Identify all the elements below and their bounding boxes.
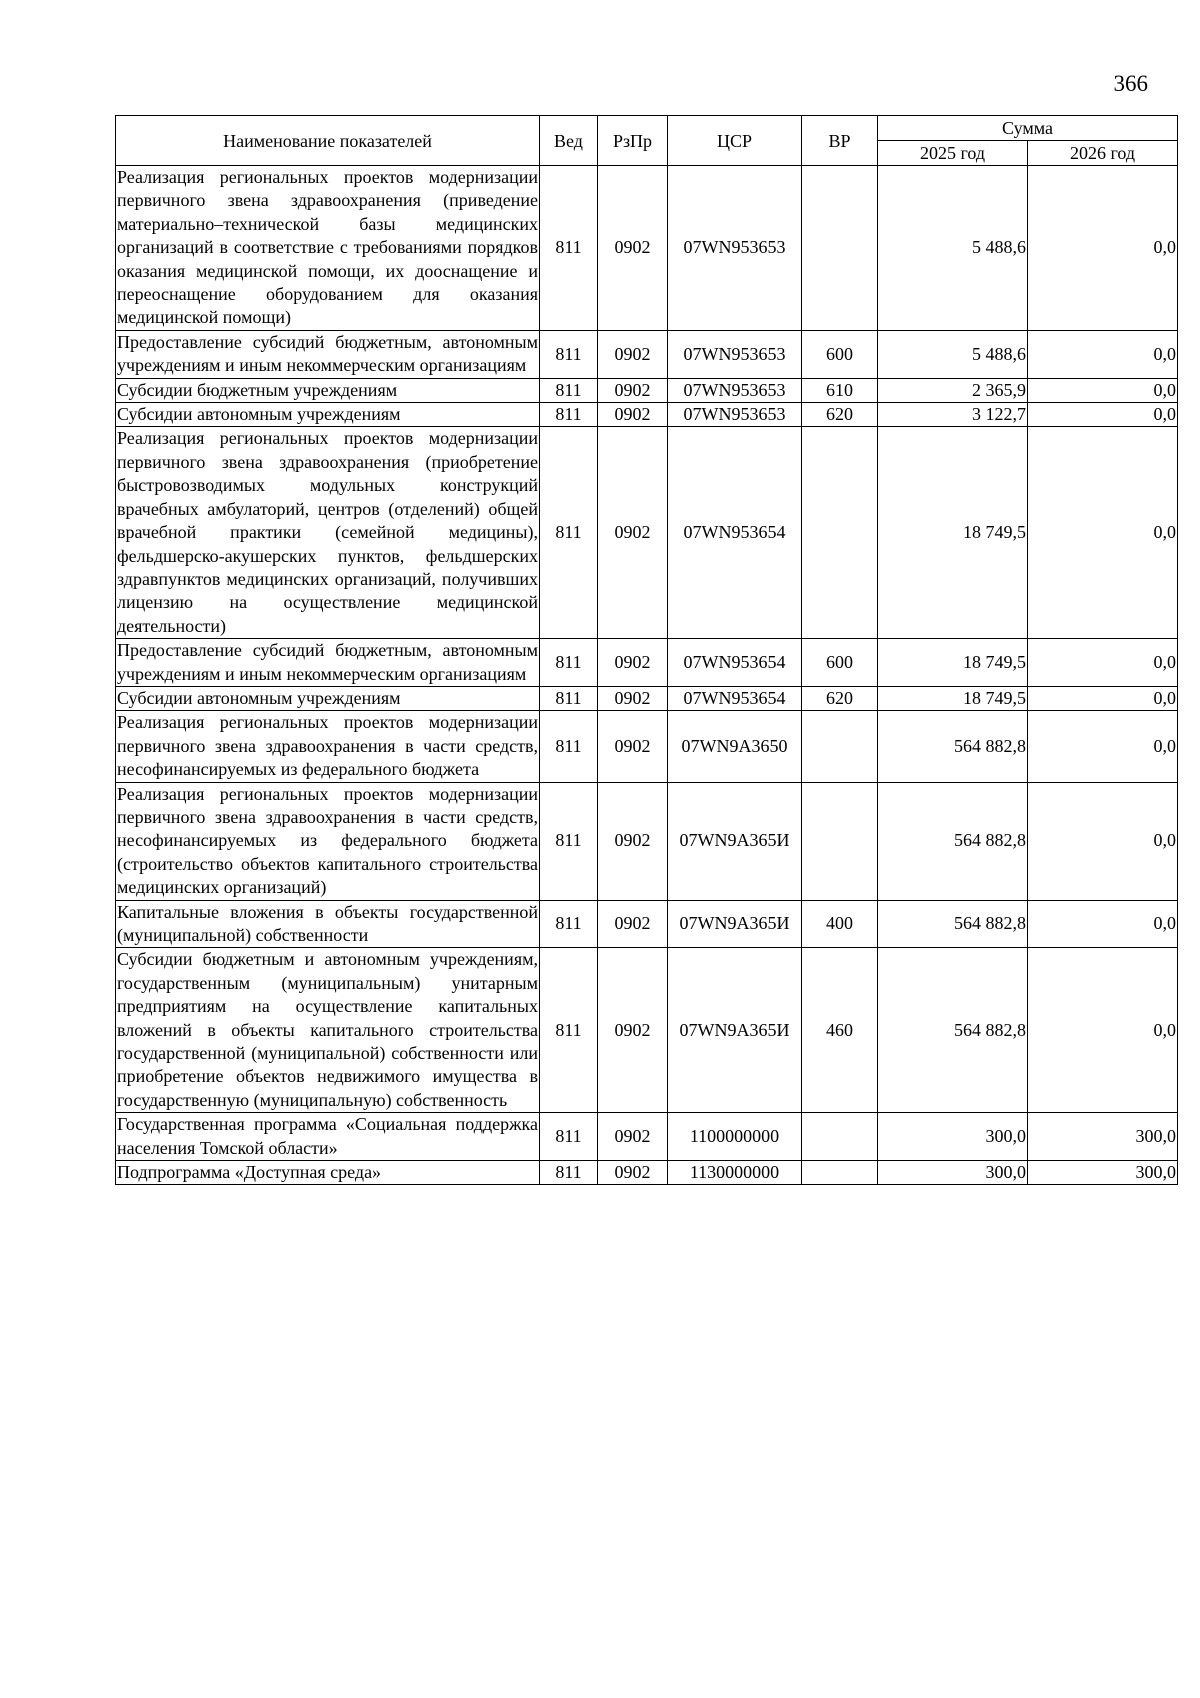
row-vr bbox=[802, 782, 878, 900]
row-vr: 610 bbox=[802, 378, 878, 402]
row-sum-2025: 300,0 bbox=[878, 1113, 1028, 1161]
row-vr bbox=[802, 427, 878, 639]
row-sum-2026: 0,0 bbox=[1028, 900, 1178, 948]
row-sum-2026: 0,0 bbox=[1028, 427, 1178, 639]
row-rzpr: 0902 bbox=[598, 1113, 668, 1161]
row-sum-2025: 564 882,8 bbox=[878, 948, 1028, 1113]
row-csr: 1100000000 bbox=[668, 1113, 802, 1161]
row-ved: 811 bbox=[540, 1161, 598, 1185]
row-ved: 811 bbox=[540, 378, 598, 402]
table-row bbox=[116, 639, 1178, 687]
row-name: Подпрограмма «Доступная среда» bbox=[116, 1161, 540, 1185]
row-sum-2025: 3 122,7 bbox=[878, 403, 1028, 427]
table-row bbox=[116, 378, 1178, 402]
header-year-2026: 2026 год bbox=[1028, 141, 1178, 166]
row-csr: 07WN9A365И bbox=[668, 900, 802, 948]
row-name: Реализация региональных проектов модернизации первичного звена здравоохранения в части средств, несофинансируемых из федерального бюджета (строительство объектов капитального строительства медицинских организаций) bbox=[116, 782, 540, 900]
row-rzpr: 0902 bbox=[598, 403, 668, 427]
row-sum-2026: 300,0 bbox=[1028, 1113, 1178, 1161]
row-csr: 07WN9A3650 bbox=[668, 711, 802, 782]
row-rzpr: 0902 bbox=[598, 782, 668, 900]
row-ved: 811 bbox=[540, 166, 598, 331]
row-csr: 07WN953653 bbox=[668, 403, 802, 427]
budget-table bbox=[115, 115, 1178, 1185]
row-vr: 600 bbox=[802, 330, 878, 378]
row-vr bbox=[802, 1161, 878, 1185]
header-csr: ЦСР bbox=[668, 116, 802, 166]
table-row bbox=[116, 427, 1178, 639]
table-row bbox=[116, 900, 1178, 948]
row-vr bbox=[802, 166, 878, 331]
header-rzpr: РзПр bbox=[598, 116, 668, 166]
header-name: Наименование показателей bbox=[116, 116, 540, 166]
row-sum-2026: 0,0 bbox=[1028, 948, 1178, 1113]
row-vr: 400 bbox=[802, 900, 878, 948]
row-vr: 460 bbox=[802, 948, 878, 1113]
row-sum-2025: 5 488,6 bbox=[878, 330, 1028, 378]
row-ved: 811 bbox=[540, 639, 598, 687]
header-sum: Сумма bbox=[878, 116, 1178, 141]
row-sum-2025: 5 488,6 bbox=[878, 166, 1028, 331]
table-row bbox=[116, 1161, 1178, 1185]
row-name: Реализация региональных проектов модернизации первичного звена здравоохранения в части средств, несофинансируемых из федерального бюджета bbox=[116, 711, 540, 782]
row-sum-2025: 564 882,8 bbox=[878, 711, 1028, 782]
row-sum-2025: 564 882,8 bbox=[878, 782, 1028, 900]
row-name: Реализация региональных проектов модернизации первичного звена здравоохранения (приведение материально–технической базы медицинских организаций в соответствие с требованиями порядков оказания медицинской помощи, их дооснащение и переоснащение оборудованием для оказания медицинской помощи) bbox=[116, 166, 540, 331]
row-sum-2026: 0,0 bbox=[1028, 403, 1178, 427]
row-vr: 600 bbox=[802, 639, 878, 687]
row-name: Предоставление субсидий бюджетным, автономным учреждениям и иным некоммерческим организациям bbox=[116, 639, 540, 687]
row-csr: 07WN953653 bbox=[668, 166, 802, 331]
row-vr: 620 bbox=[802, 686, 878, 710]
row-rzpr: 0902 bbox=[598, 166, 668, 331]
row-sum-2025: 300,0 bbox=[878, 1161, 1028, 1185]
row-vr bbox=[802, 1113, 878, 1161]
row-sum-2026: 0,0 bbox=[1028, 378, 1178, 402]
row-csr: 1130000000 bbox=[668, 1161, 802, 1185]
row-sum-2026: 0,0 bbox=[1028, 639, 1178, 687]
row-rzpr: 0902 bbox=[598, 948, 668, 1113]
row-sum-2025: 2 365,9 bbox=[878, 378, 1028, 402]
header-row-1 bbox=[116, 116, 1178, 141]
row-sum-2025: 18 749,5 bbox=[878, 639, 1028, 687]
row-csr: 07WN9A365И bbox=[668, 782, 802, 900]
header-ved: Вед bbox=[540, 116, 598, 166]
row-csr: 07WN953653 bbox=[668, 330, 802, 378]
row-rzpr: 0902 bbox=[598, 378, 668, 402]
header-year-2025: 2025 год bbox=[878, 141, 1028, 166]
row-ved: 811 bbox=[540, 948, 598, 1113]
table-body bbox=[116, 166, 1178, 1185]
table-row bbox=[116, 1113, 1178, 1161]
table-row bbox=[116, 782, 1178, 900]
page-number: 366 bbox=[1113, 71, 1148, 96]
row-sum-2026: 0,0 bbox=[1028, 686, 1178, 710]
row-sum-2026: 0,0 bbox=[1028, 166, 1178, 331]
row-sum-2025: 18 749,5 bbox=[878, 427, 1028, 639]
row-ved: 811 bbox=[540, 711, 598, 782]
row-name: Государственная программа «Социальная поддержка населения Томской области» bbox=[116, 1113, 540, 1161]
row-vr: 620 bbox=[802, 403, 878, 427]
table-row bbox=[116, 330, 1178, 378]
row-rzpr: 0902 bbox=[598, 639, 668, 687]
row-sum-2026: 300,0 bbox=[1028, 1161, 1178, 1185]
row-csr: 07WN953654 bbox=[668, 427, 802, 639]
row-vr bbox=[802, 711, 878, 782]
row-rzpr: 0902 bbox=[598, 900, 668, 948]
row-sum-2025: 18 749,5 bbox=[878, 686, 1028, 710]
table-row bbox=[116, 711, 1178, 782]
row-ved: 811 bbox=[540, 330, 598, 378]
row-name: Субсидии автономным учреждениям bbox=[116, 686, 540, 710]
table-row bbox=[116, 686, 1178, 710]
row-rzpr: 0902 bbox=[598, 686, 668, 710]
row-name: Субсидии автономным учреждениям bbox=[116, 403, 540, 427]
row-sum-2026: 0,0 bbox=[1028, 782, 1178, 900]
table-row bbox=[116, 403, 1178, 427]
row-csr: 07WN953654 bbox=[668, 639, 802, 687]
table-row bbox=[116, 948, 1178, 1113]
row-name: Субсидии бюджетным учреждениям bbox=[116, 378, 540, 402]
row-name: Предоставление субсидий бюджетным, автономным учреждениям и иным некоммерческим организациям bbox=[116, 330, 540, 378]
row-rzpr: 0902 bbox=[598, 1161, 668, 1185]
row-sum-2026: 0,0 bbox=[1028, 330, 1178, 378]
row-rzpr: 0902 bbox=[598, 427, 668, 639]
row-ved: 811 bbox=[540, 1113, 598, 1161]
row-ved: 811 bbox=[540, 403, 598, 427]
row-ved: 811 bbox=[540, 782, 598, 900]
row-sum-2026: 0,0 bbox=[1028, 711, 1178, 782]
row-ved: 811 bbox=[540, 900, 598, 948]
row-sum-2025: 564 882,8 bbox=[878, 900, 1028, 948]
row-ved: 811 bbox=[540, 686, 598, 710]
header-vr: ВР bbox=[802, 116, 878, 166]
row-name: Капитальные вложения в объекты государственной (муниципальной) собственности bbox=[116, 900, 540, 948]
row-ved: 811 bbox=[540, 427, 598, 639]
row-name: Субсидии бюджетным и автономным учреждениям, государственным (муниципальным) унитарным предприятиям на осуществление капитальных вложений в объекты капитального строительства государственной (муниципальной) собственности или приобретение объектов недвижимого имущества в государственную (муниципальную) собственность bbox=[116, 948, 540, 1113]
row-rzpr: 0902 bbox=[598, 711, 668, 782]
table-row bbox=[116, 166, 1178, 331]
row-rzpr: 0902 bbox=[598, 330, 668, 378]
row-csr: 07WN953654 bbox=[668, 686, 802, 710]
row-csr: 07WN9A365И bbox=[668, 948, 802, 1113]
row-name: Реализация региональных проектов модернизации первичного звена здравоохранения (приобретение быстровозводимых модульных конструкций врачебных амбулаторий, центров (отделений) общей врачебной практики (семейной медицины), фельдшерско-акушерских пунктов, фельдшерских здравпунктов медицинских организаций, получивших лицензию на осуществление медицинской деятельности) bbox=[116, 427, 540, 639]
row-csr: 07WN953653 bbox=[668, 378, 802, 402]
